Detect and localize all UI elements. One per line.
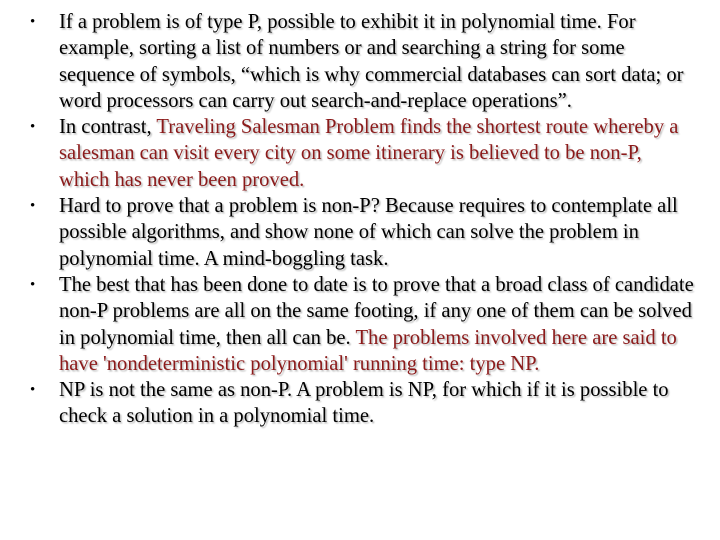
- bullet-text: [59, 274, 694, 375]
- bullet-dot-icon: •: [30, 276, 36, 293]
- bullet-text: If a problem is of type P, possible to exhibit it in polynomial time. For example, sorting a list of numbers or and searching a string for some sequence of symbols, “which is why commercial databases can sort data; or word processors can carry out search-and-replace operations”.: [59, 11, 684, 112]
- bullet-body-text: The best that has been done to date is to prove that a broad class of candidate non-P problems are all on the same footing, if any one of them can be solved in polynomial time, then all can be.: [59, 273, 694, 349]
- highlighted-text: The problems involved here are said to have 'nondeterministic polynomial' running time: type NP.: [59, 326, 677, 375]
- bullet-item: [28, 272, 694, 377]
- bullet-list: [28, 9, 694, 430]
- bullet-item: [28, 377, 694, 430]
- bullet-text: [59, 116, 678, 191]
- bullet-text: NP is not the same as non-P. A problem is NP, for which if it is possible to check a solution in a polynomial time.: [59, 379, 669, 428]
- bullet-dot-icon: •: [30, 119, 36, 136]
- bullet-dot-icon: •: [30, 198, 36, 215]
- bullet-dot-icon: •: [30, 14, 36, 30]
- bullet-dot-icon: •: [30, 382, 36, 399]
- highlighted-text: Traveling Salesman Problem finds the shortest route whereby a salesman can visit every city on some itinerary is believed to be non-P, which has never been proved.: [59, 116, 679, 191]
- bullet-text: Hard to prove that a problem is non-P? Because requires to contemplate all possible algorithms, and show none of which can solve the problem in polynomial time. A mind-boggling task.: [59, 195, 678, 270]
- bullet-item: [28, 193, 694, 272]
- bullet-lead-text: In contrast,: [59, 116, 157, 139]
- bullet-item: [28, 9, 694, 114]
- bullet-item: [28, 114, 694, 193]
